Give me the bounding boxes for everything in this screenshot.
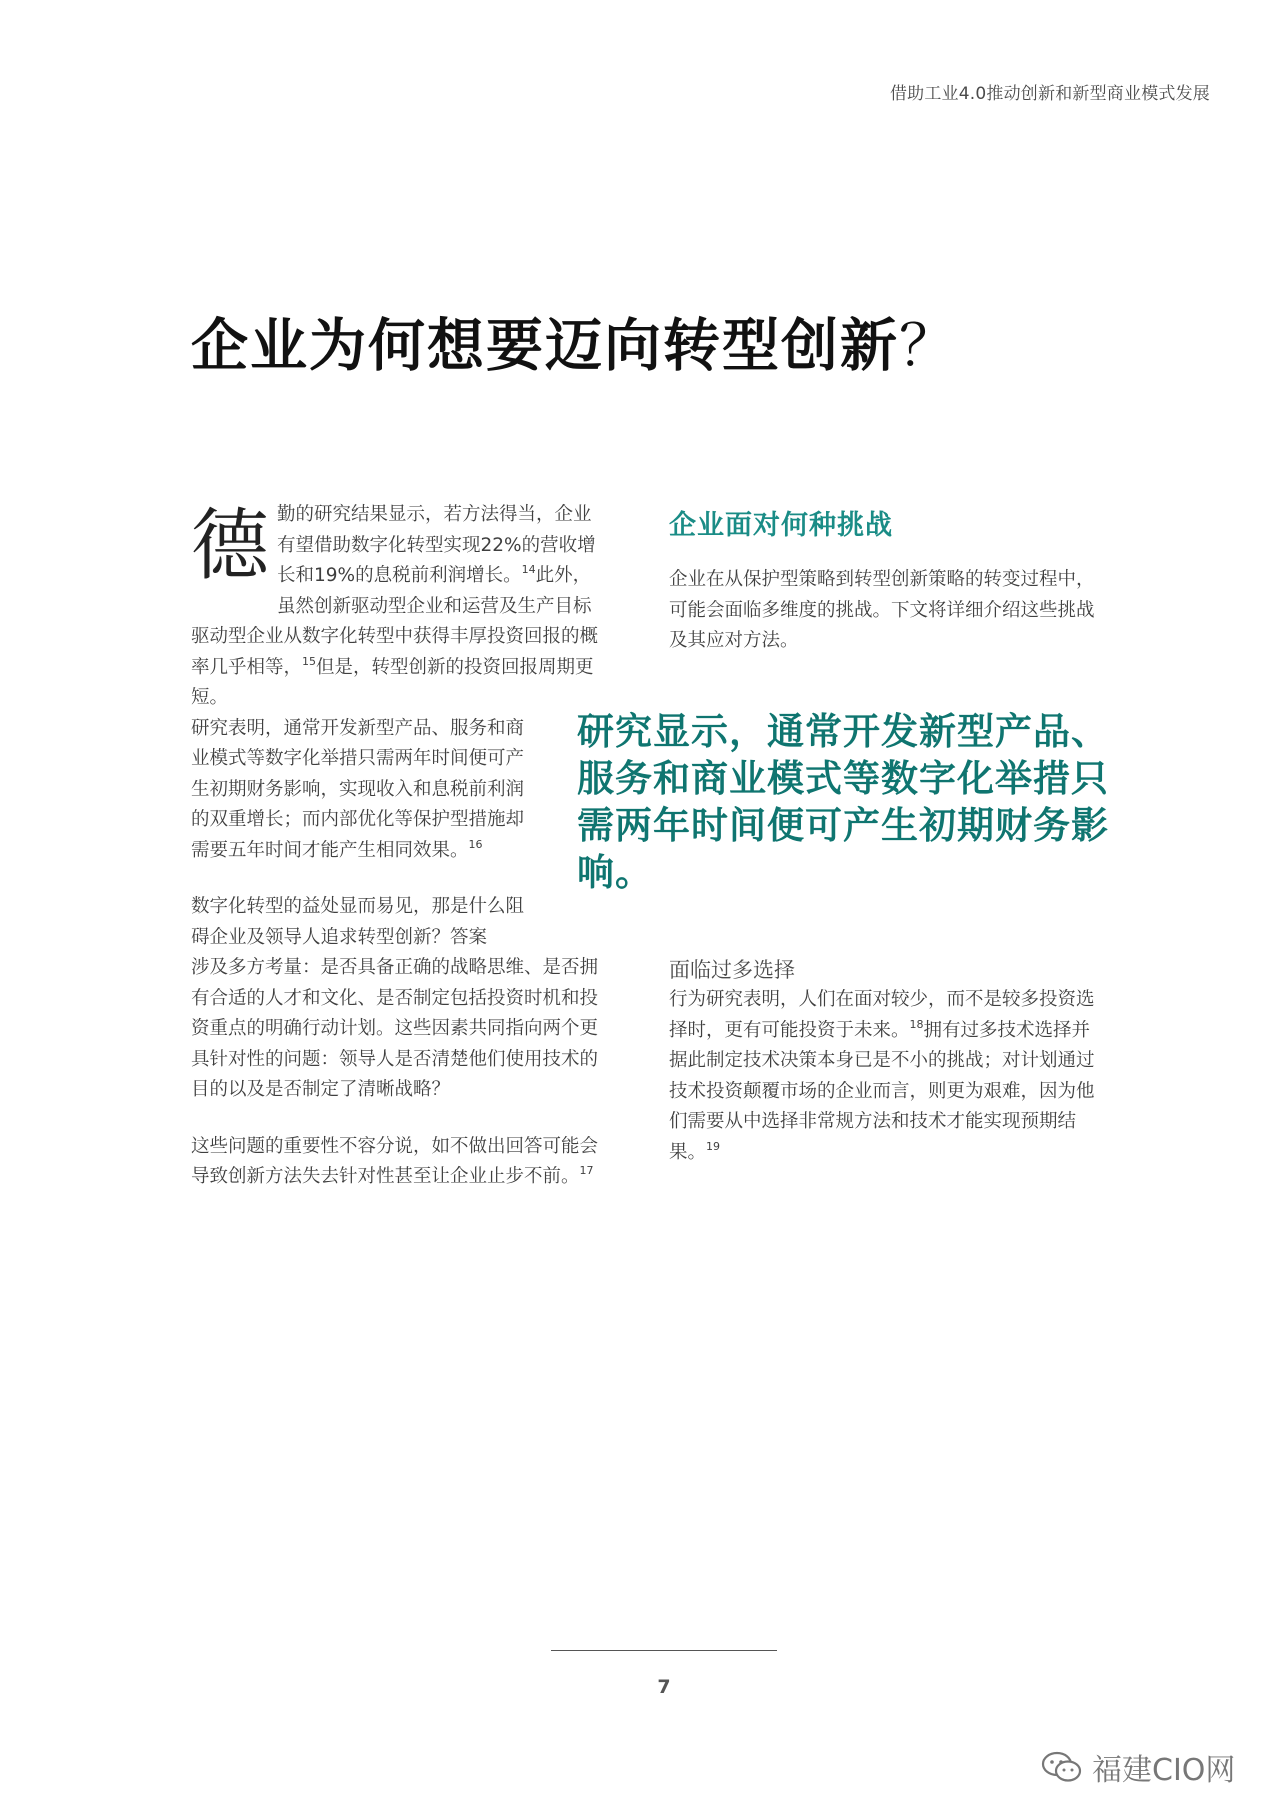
- page-title-text: 企业为何想要迈向转型创新: [191, 313, 899, 379]
- paragraph-1-lead: 勤的研究结果显示，若方法得当，企业有望借助数字化转型实现22%的营收增长和19%的息税前利润增长。: [277, 504, 596, 586]
- paragraph-1-narrow: 研究表明，通常开发新型产品、服务和商业模式等数字化举措只需两年时间便可产生初期财务影响，实现收入和息税前利润的双重增长；而内部优化等保护型措施却需要五年时间才能产生相同效果。: [191, 717, 525, 861]
- choices-text-1: 行为研究表明，人们在面对较少，而不是较多投资选择时，更有可能投资于未来。: [669, 989, 1095, 1041]
- footnote-ref-19: 19: [706, 1139, 721, 1153]
- paragraph-2: [191, 892, 606, 1106]
- paragraph-2-wide: 涉及多方考量：是否具备正确的战略思维、是否拥有合适的人才和文化、是否制定包括投资时机和投资重点的明确行动计划。这些因素共同指向两个更具针对性的问题：领导人是否清楚他们使用技术的目的以及是否制定了清晰战略？: [191, 957, 599, 1100]
- left-column: [191, 500, 606, 1219]
- footnote-ref-17: 17: [579, 1164, 594, 1177]
- subheading-too-many-choices: 面临过多选择: [669, 958, 795, 982]
- intro-paragraph: 企业在从保护型策略到转型创新策略的转变过程中，可能会面临多维度的挑战。下文将详细介绍这些挑战及其应对方法。: [669, 569, 1095, 651]
- footnote-ref-15: 15: [302, 654, 317, 668]
- drop-cap: 德: [191, 501, 270, 591]
- running-header: 借助工业4.0推动创新和新型商业模式发展: [889, 84, 1210, 104]
- choices-paragraph: [669, 985, 1105, 1168]
- watermark: [1040, 1745, 1235, 1789]
- choices-text-2: 拥有过多技术选择并据此制定技术决策本身已是不小的挑战；对计划通过技术投资颠覆市场的企业而言，则更为艰难，因为他们需要从中选择非常规方法和技术才能实现预期结果。: [669, 1019, 1095, 1163]
- page-number: 7: [657, 1676, 671, 1698]
- paragraph-1-mid: 此外，虽然创新驱动型企业和运营及生产目标驱动型企业从数字化转型中获得丰厚投资回报的概率几乎相等，: [191, 565, 599, 678]
- paragraph-1: [191, 500, 606, 866]
- page-title: [191, 300, 958, 382]
- paragraph-1-narrow-block: [191, 714, 541, 867]
- paragraph-3-text: 这些问题的重要性不容分说，如不做出回答可能会导致创新方法失去针对性甚至让企业止步不前。: [191, 1135, 599, 1187]
- page-title-question-mark: ？: [899, 313, 958, 379]
- footer-divider: [551, 1650, 777, 1651]
- paragraph-2-narrow: 数字化转型的益处显而易见，那是什么阻碍企业及领导人追求转型创新？答案: [191, 896, 525, 948]
- paragraph-1-tail: 但是，转型创新的投资回报周期更短。: [191, 656, 594, 708]
- footnote-ref-18: 18: [909, 1017, 924, 1031]
- footnote-ref-16: 16: [468, 837, 483, 851]
- paragraph-3: [191, 1132, 606, 1193]
- section-heading: 企业面对何种挑战: [669, 510, 893, 541]
- pull-quote: 研究显示，通常开发新型产品、服务和商业模式等数字化举措只需两年时间便可产生初期财务影响。: [577, 710, 1109, 894]
- wechat-icon: [1040, 1749, 1084, 1785]
- watermark-text: 福建CIO网: [1092, 1753, 1236, 1788]
- footnote-ref-14: 14: [521, 563, 536, 576]
